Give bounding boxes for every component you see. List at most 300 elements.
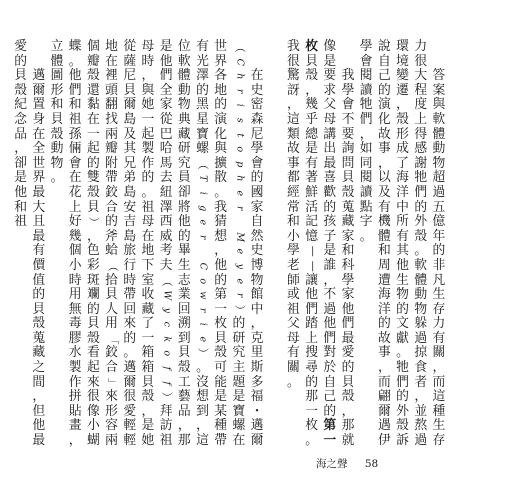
glyph: 的 <box>32 287 46 303</box>
glyph: 演 <box>377 97 391 113</box>
glyph: 在 <box>105 53 118 69</box>
glyph: 體 <box>432 126 446 142</box>
glyph: w <box>197 291 209 300</box>
glyph: 回 <box>123 301 137 317</box>
glyph: ） <box>196 348 210 360</box>
glyph: 最 <box>32 184 46 200</box>
glyph: 體 <box>50 53 64 69</box>
glyph: g <box>197 204 209 211</box>
glyph: 有 <box>432 330 446 346</box>
glyph: 得 <box>414 126 428 142</box>
glyph: 他 <box>14 184 27 200</box>
glyph: 。 <box>214 184 228 200</box>
glyph: 在 <box>86 111 100 127</box>
glyph: 與 <box>141 82 155 98</box>
glyph: 物 <box>432 155 446 171</box>
glyph: 和 <box>68 97 82 113</box>
glyph: 踏 <box>305 316 318 332</box>
text-column <box>66 40 84 448</box>
glyph: 無 <box>68 301 82 317</box>
glyph: 形 <box>396 126 409 142</box>
glyph: 過 <box>414 330 428 346</box>
glyph: 會 <box>341 97 355 113</box>
glyph: 動 <box>177 82 191 98</box>
glyph: 們 <box>359 111 373 127</box>
glyph: 字 <box>359 214 373 230</box>
glyph: 拾 <box>105 272 118 288</box>
glyph: W <box>161 290 173 301</box>
glyph: 生 <box>432 287 446 303</box>
glyph: 吉 <box>123 214 137 230</box>
glyph: 貼 <box>68 403 82 419</box>
glyph: 個 <box>68 243 82 259</box>
glyph: 愛 <box>123 403 137 419</box>
glyph: 卻 <box>177 184 191 200</box>
glyph: 來 <box>105 389 118 405</box>
glyph: 枚 <box>214 316 228 332</box>
glyph: 而 <box>377 374 391 390</box>
glyph: 物 <box>250 272 264 288</box>
glyph: 對 <box>323 345 337 361</box>
glyph: 貝 <box>123 82 137 98</box>
glyph: 殼 <box>86 68 100 84</box>
glyph: 在 <box>68 170 82 186</box>
vertical-text-body <box>14 39 448 449</box>
glyph: 兩 <box>105 433 118 449</box>
glyph: 會 <box>68 155 82 171</box>
glyph: 殼 <box>177 360 191 376</box>
glyph: 螺 <box>232 418 246 434</box>
glyph: ， <box>396 97 409 113</box>
glyph: 講 <box>323 126 337 142</box>
glyph: ， <box>14 141 27 157</box>
glyph: 形 <box>50 82 64 98</box>
glyph: 與 <box>432 97 446 113</box>
glyph: 生 <box>177 257 191 273</box>
glyph: 藏 <box>177 126 191 142</box>
glyph: 們 <box>305 301 318 317</box>
glyph: 爾 <box>250 433 264 449</box>
glyph: 里 <box>250 345 264 361</box>
glyph: 的 <box>305 374 318 390</box>
glyph: 牠 <box>359 97 373 113</box>
glyph: ， <box>141 403 155 419</box>
glyph: 的 <box>377 82 391 98</box>
glyph: 物 <box>396 287 409 303</box>
glyph: r <box>197 307 209 313</box>
glyph: 藏 <box>341 214 355 230</box>
glyph: 貝 <box>341 170 355 186</box>
glyph: 老 <box>287 257 300 273</box>
text-column <box>139 40 157 448</box>
glyph: 邁 <box>250 418 264 434</box>
glyph: 五 <box>432 199 446 215</box>
glyph: 和 <box>341 243 355 259</box>
glyph: 軟 <box>414 257 428 273</box>
glyph: 去 <box>159 170 173 186</box>
glyph: 用 <box>68 287 82 303</box>
glyph: 個 <box>86 39 100 54</box>
column-spacer <box>266 40 284 448</box>
glyph: 第 <box>214 287 228 303</box>
glyph: 記 <box>305 214 318 230</box>
glyph: ） <box>233 304 247 316</box>
glyph: 求 <box>323 82 337 98</box>
glyph: 森 <box>250 111 264 127</box>
glyph: 是 <box>323 243 337 259</box>
glyph: 有 <box>196 39 209 54</box>
glyph: 身 <box>32 111 46 127</box>
glyph: 位 <box>177 39 191 54</box>
glyph: 尋 <box>305 360 318 376</box>
glyph: 度 <box>414 97 428 113</box>
glyph: 殼 <box>14 82 27 98</box>
glyph: 殼 <box>32 316 46 332</box>
glyph: 殼 <box>341 184 355 200</box>
glyph: 於 <box>323 360 337 376</box>
glyph: 並 <box>414 403 428 419</box>
glyph: 我 <box>287 39 300 54</box>
glyph: ， <box>68 433 82 449</box>
glyph: 科 <box>341 257 355 273</box>
glyph: 以 <box>377 170 391 186</box>
glyph: 點 <box>359 199 373 215</box>
glyph: 殼 <box>50 126 64 142</box>
glyph: 像 <box>323 39 337 54</box>
glyph: 體 <box>414 272 428 288</box>
glyph: r <box>234 205 246 211</box>
glyph: ， <box>414 389 428 405</box>
glyph: 歡 <box>323 184 337 200</box>
glyph: ） <box>87 216 101 228</box>
glyph: 都 <box>287 170 300 186</box>
glyph: 時 <box>68 272 82 288</box>
glyph: 的 <box>396 301 409 317</box>
glyph: 中 <box>250 301 264 317</box>
glyph: k <box>161 336 173 343</box>
glyph: 藏 <box>32 345 46 361</box>
glyph: 容 <box>105 418 118 434</box>
glyph: 詢 <box>341 141 355 157</box>
glyph: 他 <box>323 316 337 332</box>
glyph: 可 <box>214 360 228 376</box>
glyph: 鉸 <box>105 345 118 361</box>
glyph: ， <box>86 228 100 244</box>
glyph: 花 <box>68 184 82 200</box>
glyph: 一 <box>214 301 228 317</box>
glyph: 好 <box>68 214 82 230</box>
glyph: 訪 <box>159 418 173 434</box>
glyph: 出 <box>323 141 337 157</box>
glyph: 殼 <box>305 68 318 84</box>
glyph: 國 <box>250 184 264 200</box>
glyph: 乎 <box>305 111 318 127</box>
glyph: （ <box>160 275 174 287</box>
glyph: 幾 <box>305 97 318 113</box>
text-column <box>212 40 230 448</box>
glyph: 圖 <box>50 68 64 84</box>
glyph: 師 <box>287 272 300 288</box>
glyph: 己 <box>377 68 391 84</box>
glyph: 謝 <box>414 155 428 171</box>
glyph: 究 <box>177 155 191 171</box>
glyph: 畢 <box>177 243 191 259</box>
glyph: 們 <box>323 330 337 346</box>
glyph: 或 <box>287 287 300 303</box>
glyph: 幾 <box>68 228 82 244</box>
glyph: 的 <box>14 53 27 69</box>
glyph: 畫 <box>68 418 82 434</box>
glyph: 究 <box>232 345 246 361</box>
glyph: 事 <box>287 155 300 171</box>
glyph: 鮮 <box>305 184 318 200</box>
glyph: 帶 <box>214 433 228 449</box>
glyph: 牠 <box>396 360 409 376</box>
glyph: 的 <box>123 330 137 346</box>
glyph: 黏 <box>86 97 100 113</box>
glyph: 是 <box>305 141 318 157</box>
text-column <box>321 40 339 448</box>
glyph <box>30 55 48 70</box>
glyph: 瓣 <box>86 53 100 69</box>
glyph: 她 <box>141 433 155 449</box>
glyph: 藏 <box>141 301 155 317</box>
glyph: 而 <box>432 374 446 390</box>
glyph: 變 <box>396 68 409 84</box>
glyph: 地 <box>141 243 155 259</box>
glyph: y <box>161 307 173 313</box>
glyph: ， <box>341 403 355 419</box>
glyph: 這 <box>287 111 300 127</box>
glyph: 。 <box>396 345 409 361</box>
glyph: 斑 <box>86 272 100 288</box>
glyph: 貝 <box>86 199 100 215</box>
glyph: 最 <box>32 433 46 449</box>
glyph: 。 <box>196 360 209 376</box>
glyph: 殼 <box>396 111 409 127</box>
glyph: 遷 <box>396 82 409 98</box>
glyph: 「 <box>105 333 119 345</box>
glyph: ， <box>250 316 264 332</box>
glyph: 他 <box>396 257 409 273</box>
glyph: 和 <box>14 199 27 215</box>
glyph: c <box>161 321 173 328</box>
glyph: 如 <box>359 141 373 157</box>
glyph: 最 <box>341 330 355 346</box>
text-column <box>303 40 321 448</box>
glyph: 遇 <box>377 418 391 434</box>
text-column <box>284 40 302 448</box>
glyph: 福 <box>250 389 264 405</box>
glyph: 家 <box>341 287 355 303</box>
glyph: 軟 <box>432 111 446 127</box>
glyph: 薩 <box>123 53 137 69</box>
text-column <box>84 40 102 448</box>
glyph: 時 <box>141 53 155 69</box>
glyph: 境 <box>396 53 409 69</box>
text-column <box>175 40 193 448</box>
glyph: 蝴 <box>86 433 100 449</box>
glyph: 家 <box>341 228 355 244</box>
glyph: 有 <box>396 228 409 244</box>
glyph: 裡 <box>105 68 118 84</box>
glyph: 主 <box>232 360 246 376</box>
glyph: 史 <box>250 82 264 98</box>
glyph: 事 <box>377 141 391 157</box>
glyph: 」 <box>105 377 119 389</box>
glyph: 。 <box>414 243 428 259</box>
glyph: 機 <box>377 214 391 230</box>
glyph: 起 <box>141 126 155 142</box>
glyph: 生 <box>432 418 446 434</box>
glyph: 家 <box>250 199 264 215</box>
glyph: 是 <box>214 389 228 405</box>
glyph: 在 <box>232 433 246 449</box>
text-column <box>121 40 139 448</box>
glyph: 然 <box>250 228 264 244</box>
glyph: 力 <box>414 39 428 54</box>
glyph: 像 <box>86 403 100 419</box>
glyph: 的 <box>432 243 446 259</box>
glyph: 爾 <box>377 403 391 419</box>
glyph: 合 <box>105 199 118 215</box>
text-column <box>230 40 248 448</box>
glyph: 母 <box>141 39 155 54</box>
glyph: ， <box>359 126 373 142</box>
glyph: 將 <box>177 199 191 215</box>
glyph: 著 <box>305 170 318 186</box>
glyph: 周 <box>377 257 391 273</box>
glyph: 多 <box>250 374 264 390</box>
glyph: 化 <box>377 111 391 127</box>
glyph: 程 <box>414 82 428 98</box>
glyph: — <box>305 260 319 272</box>
glyph: i <box>197 191 209 195</box>
glyph: 輕 <box>123 418 137 434</box>
glyph: 環 <box>396 39 409 54</box>
glyph: 的 <box>196 82 209 98</box>
glyph: 。 <box>50 170 64 186</box>
glyph: 翩 <box>377 389 391 405</box>
glyph: 作 <box>68 374 82 390</box>
glyph: 活 <box>305 199 318 215</box>
glyph: 起 <box>86 360 100 376</box>
glyph: 業 <box>177 287 191 303</box>
glyph: 自 <box>323 374 337 390</box>
glyph: 的 <box>86 301 100 317</box>
glyph: r <box>234 293 246 298</box>
glyph: 學 <box>250 141 264 157</box>
glyph: 翻 <box>105 97 118 113</box>
glyph: 海 <box>377 287 391 303</box>
glyph: 案 <box>432 82 446 98</box>
glyph: 祖 <box>68 111 82 127</box>
glyph: 他 <box>68 68 82 84</box>
glyph <box>430 40 448 55</box>
glyph: i <box>197 323 209 327</box>
glyph: 有 <box>32 243 46 259</box>
glyph: 搜 <box>305 345 318 361</box>
glyph: 伊 <box>377 433 391 449</box>
glyph: 收 <box>141 287 155 303</box>
glyph: 員 <box>177 170 191 186</box>
glyph: 的 <box>323 199 337 215</box>
glyph: M <box>234 232 246 242</box>
glyph: 熬 <box>414 418 428 434</box>
glyph: 形 <box>105 403 118 419</box>
glyph: e <box>197 219 209 226</box>
glyph: 存 <box>432 301 446 317</box>
glyph: 掠 <box>414 345 428 361</box>
glyph: 的 <box>214 272 228 288</box>
glyph: ， <box>196 418 209 434</box>
glyph: 考 <box>159 243 173 259</box>
glyph: 小 <box>287 228 300 244</box>
glyph: 色 <box>86 243 100 259</box>
glyph: 夫 <box>159 257 173 273</box>
glyph: 洋 <box>396 184 409 200</box>
glyph: 的 <box>341 360 355 376</box>
text-column <box>375 40 393 448</box>
glyph: 地 <box>105 39 118 54</box>
glyph: 他 <box>177 214 191 230</box>
glyph: 那 <box>305 389 318 405</box>
glyph: 家 <box>159 97 173 113</box>
glyph: 體 <box>177 68 191 84</box>
glyph: 上 <box>414 111 428 127</box>
glyph: 問 <box>341 155 355 171</box>
glyph: 的 <box>250 170 264 186</box>
glyph: 界 <box>214 53 228 69</box>
glyph: 星 <box>196 111 209 127</box>
glyph: 演 <box>214 111 228 127</box>
glyph: 還 <box>86 82 100 98</box>
glyph: 澤 <box>196 68 209 84</box>
glyph: （ <box>196 158 210 170</box>
glyph: 過 <box>323 301 337 317</box>
glyph: e <box>234 248 246 255</box>
glyph <box>248 40 266 55</box>
glyph: 但 <box>32 403 46 419</box>
glyph: 經 <box>287 184 300 200</box>
glyph: 很 <box>287 53 300 69</box>
glyph: 時 <box>123 272 137 288</box>
glyph: （ <box>233 41 247 53</box>
glyph: i <box>234 104 246 108</box>
glyph: 馬 <box>159 155 173 171</box>
glyph: 哈 <box>159 141 173 157</box>
glyph: 他 <box>341 301 355 317</box>
glyph: C <box>234 58 246 66</box>
glyph: 力 <box>432 316 446 332</box>
glyph: 物 <box>414 301 428 317</box>
glyph: 貝 <box>177 345 191 361</box>
glyph: 倆 <box>68 141 82 157</box>
glyph: T <box>197 175 209 182</box>
glyph: 這 <box>432 389 446 405</box>
glyph: 巴 <box>159 126 173 142</box>
glyph: 螺 <box>196 141 209 157</box>
glyph: 食 <box>414 360 428 376</box>
glyph: 故 <box>287 141 300 157</box>
glyph: 一 <box>86 126 100 142</box>
glyph: 。 <box>68 53 82 69</box>
glyph: 上 <box>305 330 318 346</box>
glyph: 島 <box>123 184 137 200</box>
glyph: 密 <box>250 97 264 113</box>
glyph: 間 <box>32 374 46 390</box>
glyph: 的 <box>396 389 409 405</box>
